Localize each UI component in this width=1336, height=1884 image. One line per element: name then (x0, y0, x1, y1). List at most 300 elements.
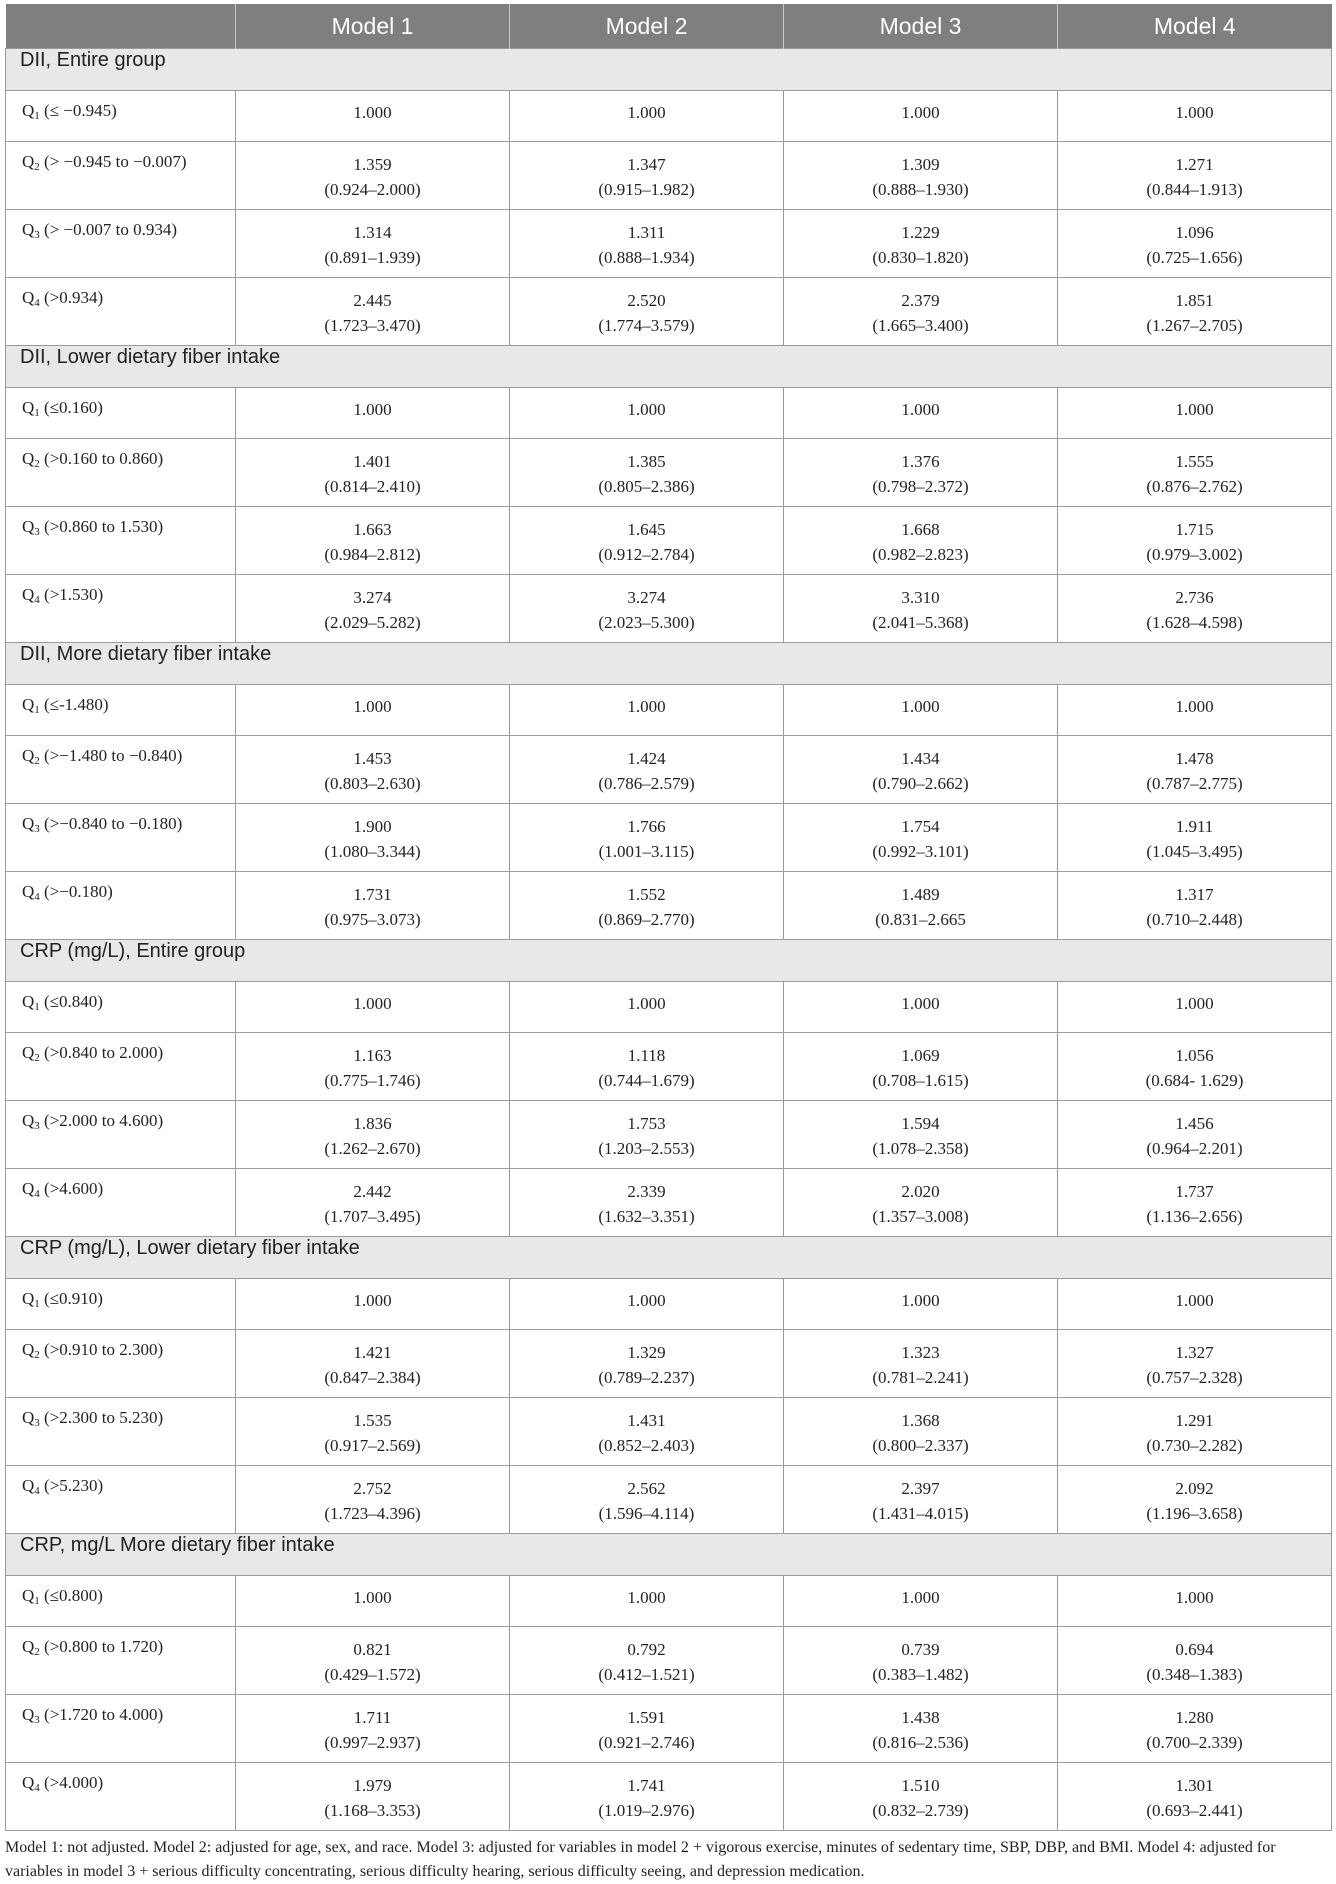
value-cell (236, 1695, 510, 1763)
odds-ratio: 1.291 (1175, 1411, 1214, 1430)
value-cell (784, 278, 1058, 346)
odds-ratio: 1.096 (1175, 223, 1214, 242)
quartile-label (6, 1033, 236, 1101)
value-cell (1058, 507, 1332, 575)
confidence-interval: (2.029–5.282) (324, 613, 421, 632)
quartile-label (6, 872, 236, 940)
quartile-range: (>2.000 to 4.600) (39, 1111, 164, 1130)
value-cell (510, 388, 784, 439)
quartile-letter: Q (22, 882, 35, 901)
quartile-range: (>0.910 to 2.300) (39, 1340, 164, 1359)
odds-ratio: 1.000 (353, 1588, 392, 1607)
group-title: DII, Lower dietary fiber intake (6, 346, 1332, 388)
table-row (6, 142, 1332, 210)
table-row (6, 685, 1332, 736)
value-cell (236, 278, 510, 346)
quartile-label (6, 1695, 236, 1763)
value-cell (510, 91, 784, 142)
value-cell (236, 388, 510, 439)
odds-ratio: 1.555 (1175, 452, 1214, 471)
quartile-range: (>1.720 to 4.000) (39, 1705, 164, 1724)
odds-ratio: 1.000 (901, 697, 940, 716)
value-cell (1058, 1101, 1332, 1169)
odds-ratio: 1.163 (353, 1046, 392, 1065)
table-row (6, 1398, 1332, 1466)
odds-ratio: 1.753 (627, 1114, 666, 1133)
value-cell (784, 872, 1058, 940)
confidence-interval: (1.001–3.115) (598, 842, 695, 861)
table-row (6, 1169, 1332, 1237)
table-row (6, 1330, 1332, 1398)
odds-ratio: 1.711 (353, 1708, 392, 1727)
value-cell (236, 872, 510, 940)
value-cell (784, 1576, 1058, 1627)
odds-ratio: 1.000 (1175, 994, 1214, 1013)
confidence-interval: (0.412–1.521) (598, 1665, 695, 1684)
table-row (6, 1763, 1332, 1831)
odds-ratio: 1.301 (1175, 1776, 1214, 1795)
quartile-index: 2 (34, 1349, 40, 1361)
confidence-interval: (0.787–2.775) (1146, 774, 1243, 793)
quartile-index: 1 (34, 1298, 40, 1310)
value-cell (236, 1169, 510, 1237)
group-header-row (6, 346, 1332, 388)
odds-ratio: 1.327 (1175, 1343, 1214, 1362)
confidence-interval: (0.710–2.448) (1146, 910, 1243, 929)
quartile-range: (>4.000) (39, 1773, 104, 1792)
group-header-row (6, 643, 1332, 685)
odds-ratio: 1.000 (627, 400, 666, 419)
quartile-label (6, 685, 236, 736)
quartile-range: (>0.160 to 0.860) (39, 449, 164, 468)
table-row (6, 439, 1332, 507)
table-row (6, 91, 1332, 142)
confidence-interval: (0.917–2.569) (324, 1436, 421, 1455)
quartile-label (6, 388, 236, 439)
confidence-interval: (0.744–1.679) (598, 1071, 695, 1090)
confidence-interval: (1.357–3.008) (872, 1207, 969, 1226)
quartile-label (6, 1101, 236, 1169)
group-title: CRP, mg/L More dietary fiber intake (6, 1534, 1332, 1576)
value-cell (1058, 982, 1332, 1033)
value-cell (1058, 685, 1332, 736)
quartile-index: 2 (34, 1052, 40, 1064)
value-cell (236, 142, 510, 210)
odds-ratio: 1.000 (1175, 1291, 1214, 1310)
confidence-interval: (0.805–2.386) (598, 477, 695, 496)
odds-ratio: 1.000 (901, 103, 940, 122)
quartile-label (6, 278, 236, 346)
header-cell-variable (6, 4, 236, 49)
value-cell (784, 210, 1058, 278)
confidence-interval: (2.041–5.368) (872, 613, 969, 632)
odds-ratio: 1.000 (353, 1291, 392, 1310)
value-cell (784, 1033, 1058, 1101)
header-cell-model-2: Model 2 (510, 4, 784, 49)
odds-ratio: 1.489 (901, 885, 940, 904)
value-cell (784, 1169, 1058, 1237)
odds-ratio: 0.792 (627, 1640, 666, 1659)
value-cell (784, 1466, 1058, 1534)
confidence-interval: (0.912–2.784) (598, 545, 695, 564)
value-cell (510, 804, 784, 872)
odds-ratio: 1.000 (901, 1588, 940, 1607)
quartile-label (6, 1398, 236, 1466)
value-cell (510, 1101, 784, 1169)
quartile-letter: Q (22, 585, 35, 604)
odds-ratio: 3.274 (627, 588, 666, 607)
results-table-container (5, 4, 1332, 1884)
value-cell (510, 982, 784, 1033)
odds-ratio: 1.000 (353, 400, 392, 419)
quartile-index: 2 (34, 755, 40, 767)
odds-ratio: 1.000 (1175, 697, 1214, 716)
table-header (6, 4, 1332, 49)
confidence-interval: (0.693–2.441) (1146, 1801, 1243, 1820)
value-cell (1058, 1763, 1332, 1831)
odds-ratio: 1.668 (901, 520, 940, 539)
quartile-letter: Q (22, 1476, 35, 1495)
quartile-range: (>−0.180) (39, 882, 113, 901)
quartile-label (6, 1330, 236, 1398)
quartile-label (6, 1466, 236, 1534)
table-row (6, 1695, 1332, 1763)
value-cell (510, 575, 784, 643)
quartile-label (6, 804, 236, 872)
odds-ratio: 1.851 (1175, 291, 1214, 310)
value-cell (1058, 1695, 1332, 1763)
table-row (6, 872, 1332, 940)
value-cell (1058, 1466, 1332, 1534)
confidence-interval: (0.830–1.820) (872, 248, 969, 267)
table-row (6, 804, 1332, 872)
quartile-range: (> −0.007 to 0.934) (39, 220, 178, 239)
odds-ratio: 1.309 (901, 155, 940, 174)
quartile-label (6, 736, 236, 804)
value-cell (1058, 1279, 1332, 1330)
table-row (6, 1279, 1332, 1330)
confidence-interval: (1.045–3.495) (1146, 842, 1243, 861)
quartile-range: (>−1.480 to −0.840) (39, 746, 183, 765)
value-cell (236, 1763, 510, 1831)
odds-ratio: 1.911 (1175, 817, 1214, 836)
value-cell (784, 1101, 1058, 1169)
confidence-interval: (1.774–3.579) (598, 316, 695, 335)
confidence-interval: (0.997–2.937) (324, 1733, 421, 1752)
quartile-letter: Q (22, 1586, 35, 1605)
odds-ratio: 1.979 (353, 1776, 392, 1795)
value-cell (510, 1576, 784, 1627)
value-cell (510, 1466, 784, 1534)
quartile-range: (≤-1.480) (39, 695, 109, 714)
odds-ratio: 1.424 (627, 749, 666, 768)
confidence-interval: (1.665–3.400) (872, 316, 969, 335)
quartile-index: 3 (34, 823, 40, 835)
value-cell (510, 1763, 784, 1831)
odds-ratio: 1.317 (1175, 885, 1214, 904)
quartile-label (6, 507, 236, 575)
odds-ratio: 1.594 (901, 1114, 940, 1133)
value-cell (784, 1398, 1058, 1466)
confidence-interval: (0.984–2.812) (324, 545, 421, 564)
odds-ratio: 2.020 (901, 1182, 940, 1201)
quartile-range: (>0.840 to 2.000) (39, 1043, 164, 1062)
odds-ratio: 3.274 (353, 588, 392, 607)
quartile-letter: Q (22, 695, 35, 714)
odds-ratio: 1.000 (353, 103, 392, 122)
value-cell (510, 685, 784, 736)
odds-ratio: 1.000 (353, 697, 392, 716)
odds-ratio: 2.442 (353, 1182, 392, 1201)
confidence-interval: (1.723–3.470) (324, 316, 421, 335)
value-cell (1058, 210, 1332, 278)
value-cell (1058, 1398, 1332, 1466)
odds-ratio: 2.092 (1175, 1479, 1214, 1498)
odds-ratio: 1.741 (627, 1776, 666, 1795)
value-cell (510, 872, 784, 940)
odds-ratio: 1.438 (901, 1708, 940, 1727)
confidence-interval: (0.831–2.665 (875, 910, 966, 929)
confidence-interval: (0.816–2.536) (872, 1733, 969, 1752)
confidence-interval: (0.982–2.823) (872, 545, 969, 564)
value-cell (784, 1279, 1058, 1330)
value-cell (236, 1466, 510, 1534)
value-cell (236, 1627, 510, 1695)
value-cell (510, 1398, 784, 1466)
value-cell (236, 1279, 510, 1330)
confidence-interval: (0.684- 1.629) (1145, 1071, 1244, 1090)
value-cell (236, 1330, 510, 1398)
confidence-interval: (0.814–2.410) (324, 477, 421, 496)
confidence-interval: (1.267–2.705) (1146, 316, 1243, 335)
quartile-range: (≤0.910) (39, 1289, 103, 1308)
confidence-interval: (1.019–2.976) (598, 1801, 695, 1820)
odds-ratio: 3.310 (901, 588, 940, 607)
value-cell (784, 142, 1058, 210)
odds-ratio: 0.739 (901, 1640, 940, 1659)
confidence-interval: (0.708–1.615) (872, 1071, 969, 1090)
table-footnote: Model 1: not adjusted. Model 2: adjusted for age, sex, and race. Model 3: adjusted for variables in model 2 + vigorous exercise, minutes of sedentary time, SBP, DBP, and BMI. Model 4: adjusted for variables in model 3 + serious difficulty concentrating, serious difficulty hearing, serious difficulty seeing, and depression medication. (5, 1839, 1276, 1880)
table-row (6, 982, 1332, 1033)
quartile-range: (>0.860 to 1.530) (39, 517, 164, 536)
confidence-interval: (0.786–2.579) (598, 774, 695, 793)
quartile-letter: Q (22, 1179, 35, 1198)
value-cell (510, 1169, 784, 1237)
odds-ratio: 1.376 (901, 452, 940, 471)
value-cell (784, 1627, 1058, 1695)
odds-ratio: 1.715 (1175, 520, 1214, 539)
value-cell (784, 91, 1058, 142)
odds-ratio: 1.311 (627, 223, 666, 242)
header-row (6, 4, 1332, 49)
quartile-range: (≤0.160) (39, 398, 103, 417)
quartile-index: 2 (34, 161, 40, 173)
value-cell (510, 1279, 784, 1330)
value-cell (236, 736, 510, 804)
quartile-letter: Q (22, 746, 35, 765)
confidence-interval: (1.262–2.670) (324, 1139, 421, 1158)
quartile-index: 1 (34, 1595, 40, 1607)
odds-ratio: 1.347 (627, 155, 666, 174)
value-cell (1058, 1330, 1332, 1398)
quartile-letter: Q (22, 152, 35, 171)
confidence-interval: (0.700–2.339) (1146, 1733, 1243, 1752)
value-cell (236, 91, 510, 142)
odds-ratio: 1.000 (627, 1588, 666, 1607)
quartile-label (6, 1627, 236, 1695)
confidence-interval: (0.844–1.913) (1146, 180, 1243, 199)
value-cell (510, 1695, 784, 1763)
confidence-interval: (0.964–2.201) (1146, 1139, 1243, 1158)
odds-ratio: 1.000 (627, 1291, 666, 1310)
confidence-interval: (0.876–2.762) (1146, 477, 1243, 496)
value-cell (784, 804, 1058, 872)
quartile-label (6, 210, 236, 278)
odds-ratio-table (5, 4, 1332, 1831)
group-header-row (6, 49, 1332, 91)
value-cell (1058, 439, 1332, 507)
confidence-interval: (0.730–2.282) (1146, 1436, 1243, 1455)
value-cell (510, 1330, 784, 1398)
group-header-row (6, 940, 1332, 982)
value-cell (1058, 1169, 1332, 1237)
quartile-range: (≤0.840) (39, 992, 103, 1011)
value-cell (236, 804, 510, 872)
confidence-interval: (0.757–2.328) (1146, 1368, 1243, 1387)
confidence-interval: (0.888–1.930) (872, 180, 969, 199)
odds-ratio: 1.359 (353, 155, 392, 174)
quartile-label (6, 439, 236, 507)
confidence-interval: (1.136–2.656) (1146, 1207, 1243, 1226)
odds-ratio: 1.000 (353, 994, 392, 1013)
confidence-interval: (1.628–4.598) (1146, 613, 1243, 632)
odds-ratio: 1.385 (627, 452, 666, 471)
quartile-index: 1 (34, 110, 40, 122)
odds-ratio: 1.000 (1175, 1588, 1214, 1607)
confidence-interval: (0.924–2.000) (324, 180, 421, 199)
odds-ratio: 2.379 (901, 291, 940, 310)
quartile-range: (> −0.945 to −0.007) (39, 152, 187, 171)
quartile-label (6, 1763, 236, 1831)
group-title: DII, More dietary fiber intake (6, 643, 1332, 685)
quartile-index: 3 (34, 1714, 40, 1726)
group-header-row (6, 1237, 1332, 1279)
odds-ratio: 1.535 (353, 1411, 392, 1430)
confidence-interval: (0.847–2.384) (324, 1368, 421, 1387)
odds-ratio: 1.431 (627, 1411, 666, 1430)
odds-ratio: 1.118 (627, 1046, 666, 1065)
confidence-interval: (0.800–2.337) (872, 1436, 969, 1455)
quartile-range: (>4.600) (39, 1179, 104, 1198)
odds-ratio: 1.280 (1175, 1708, 1214, 1727)
value-cell (1058, 91, 1332, 142)
confidence-interval: (0.383–1.482) (872, 1665, 969, 1684)
confidence-interval: (0.921–2.746) (598, 1733, 695, 1752)
odds-ratio: 1.000 (627, 103, 666, 122)
value-cell (1058, 575, 1332, 643)
quartile-label (6, 142, 236, 210)
header-cell-model-4: Model 4 (1058, 4, 1332, 49)
odds-ratio: 1.000 (901, 400, 940, 419)
confidence-interval: (1.596–4.114) (598, 1504, 695, 1523)
quartile-index: 1 (34, 407, 40, 419)
odds-ratio: 1.456 (1175, 1114, 1214, 1133)
odds-ratio: 1.314 (353, 223, 392, 242)
value-cell (510, 1033, 784, 1101)
value-cell (1058, 736, 1332, 804)
odds-ratio: 1.000 (1175, 400, 1214, 419)
group-header-row (6, 1534, 1332, 1576)
odds-ratio: 1.421 (353, 1343, 392, 1362)
quartile-index: 3 (34, 526, 40, 538)
confidence-interval: (1.707–3.495) (324, 1207, 421, 1226)
quartile-index: 2 (34, 458, 40, 470)
table-body (6, 49, 1332, 1831)
quartile-index: 1 (34, 1001, 40, 1013)
confidence-interval: (0.915–1.982) (598, 180, 695, 199)
confidence-interval: (0.979–3.002) (1146, 545, 1243, 564)
quartile-letter: Q (22, 1111, 35, 1130)
quartile-letter: Q (22, 992, 35, 1011)
table-row (6, 1627, 1332, 1695)
group-title: CRP (mg/L), Entire group (6, 940, 1332, 982)
header-cell-model-3: Model 3 (784, 4, 1058, 49)
quartile-letter: Q (22, 1773, 35, 1792)
quartile-range: (≤ −0.945) (39, 101, 117, 120)
confidence-interval: (1.431–4.015) (872, 1504, 969, 1523)
quartile-index: 1 (34, 704, 40, 716)
value-cell (784, 388, 1058, 439)
quartile-letter: Q (22, 517, 35, 536)
value-cell (236, 1101, 510, 1169)
value-cell (784, 1763, 1058, 1831)
value-cell (236, 210, 510, 278)
quartile-index: 2 (34, 1646, 40, 1658)
confidence-interval: (1.168–3.353) (324, 1801, 421, 1820)
odds-ratio: 1.056 (1175, 1046, 1214, 1065)
value-cell (784, 1695, 1058, 1763)
quartile-label (6, 575, 236, 643)
value-cell (510, 736, 784, 804)
confidence-interval: (1.078–2.358) (872, 1139, 969, 1158)
odds-ratio: 2.339 (627, 1182, 666, 1201)
odds-ratio: 1.453 (353, 749, 392, 768)
value-cell (1058, 1627, 1332, 1695)
value-cell (1058, 872, 1332, 940)
value-cell (510, 142, 784, 210)
value-cell (236, 507, 510, 575)
value-cell (236, 1398, 510, 1466)
odds-ratio: 1.737 (1175, 1182, 1214, 1201)
value-cell (510, 278, 784, 346)
value-cell (1058, 388, 1332, 439)
value-cell (784, 736, 1058, 804)
confidence-interval: (0.992–3.101) (872, 842, 969, 861)
table-row (6, 278, 1332, 346)
value-cell (510, 507, 784, 575)
quartile-index: 3 (34, 1120, 40, 1132)
odds-ratio: 1.368 (901, 1411, 940, 1430)
odds-ratio: 1.754 (901, 817, 940, 836)
odds-ratio: 1.731 (353, 885, 392, 904)
header-cell-model-1: Model 1 (236, 4, 510, 49)
value-cell (1058, 804, 1332, 872)
table-row (6, 1101, 1332, 1169)
confidence-interval: (0.891–1.939) (324, 248, 421, 267)
table-row (6, 1033, 1332, 1101)
confidence-interval: (1.196–3.658) (1146, 1504, 1243, 1523)
value-cell (1058, 1033, 1332, 1101)
